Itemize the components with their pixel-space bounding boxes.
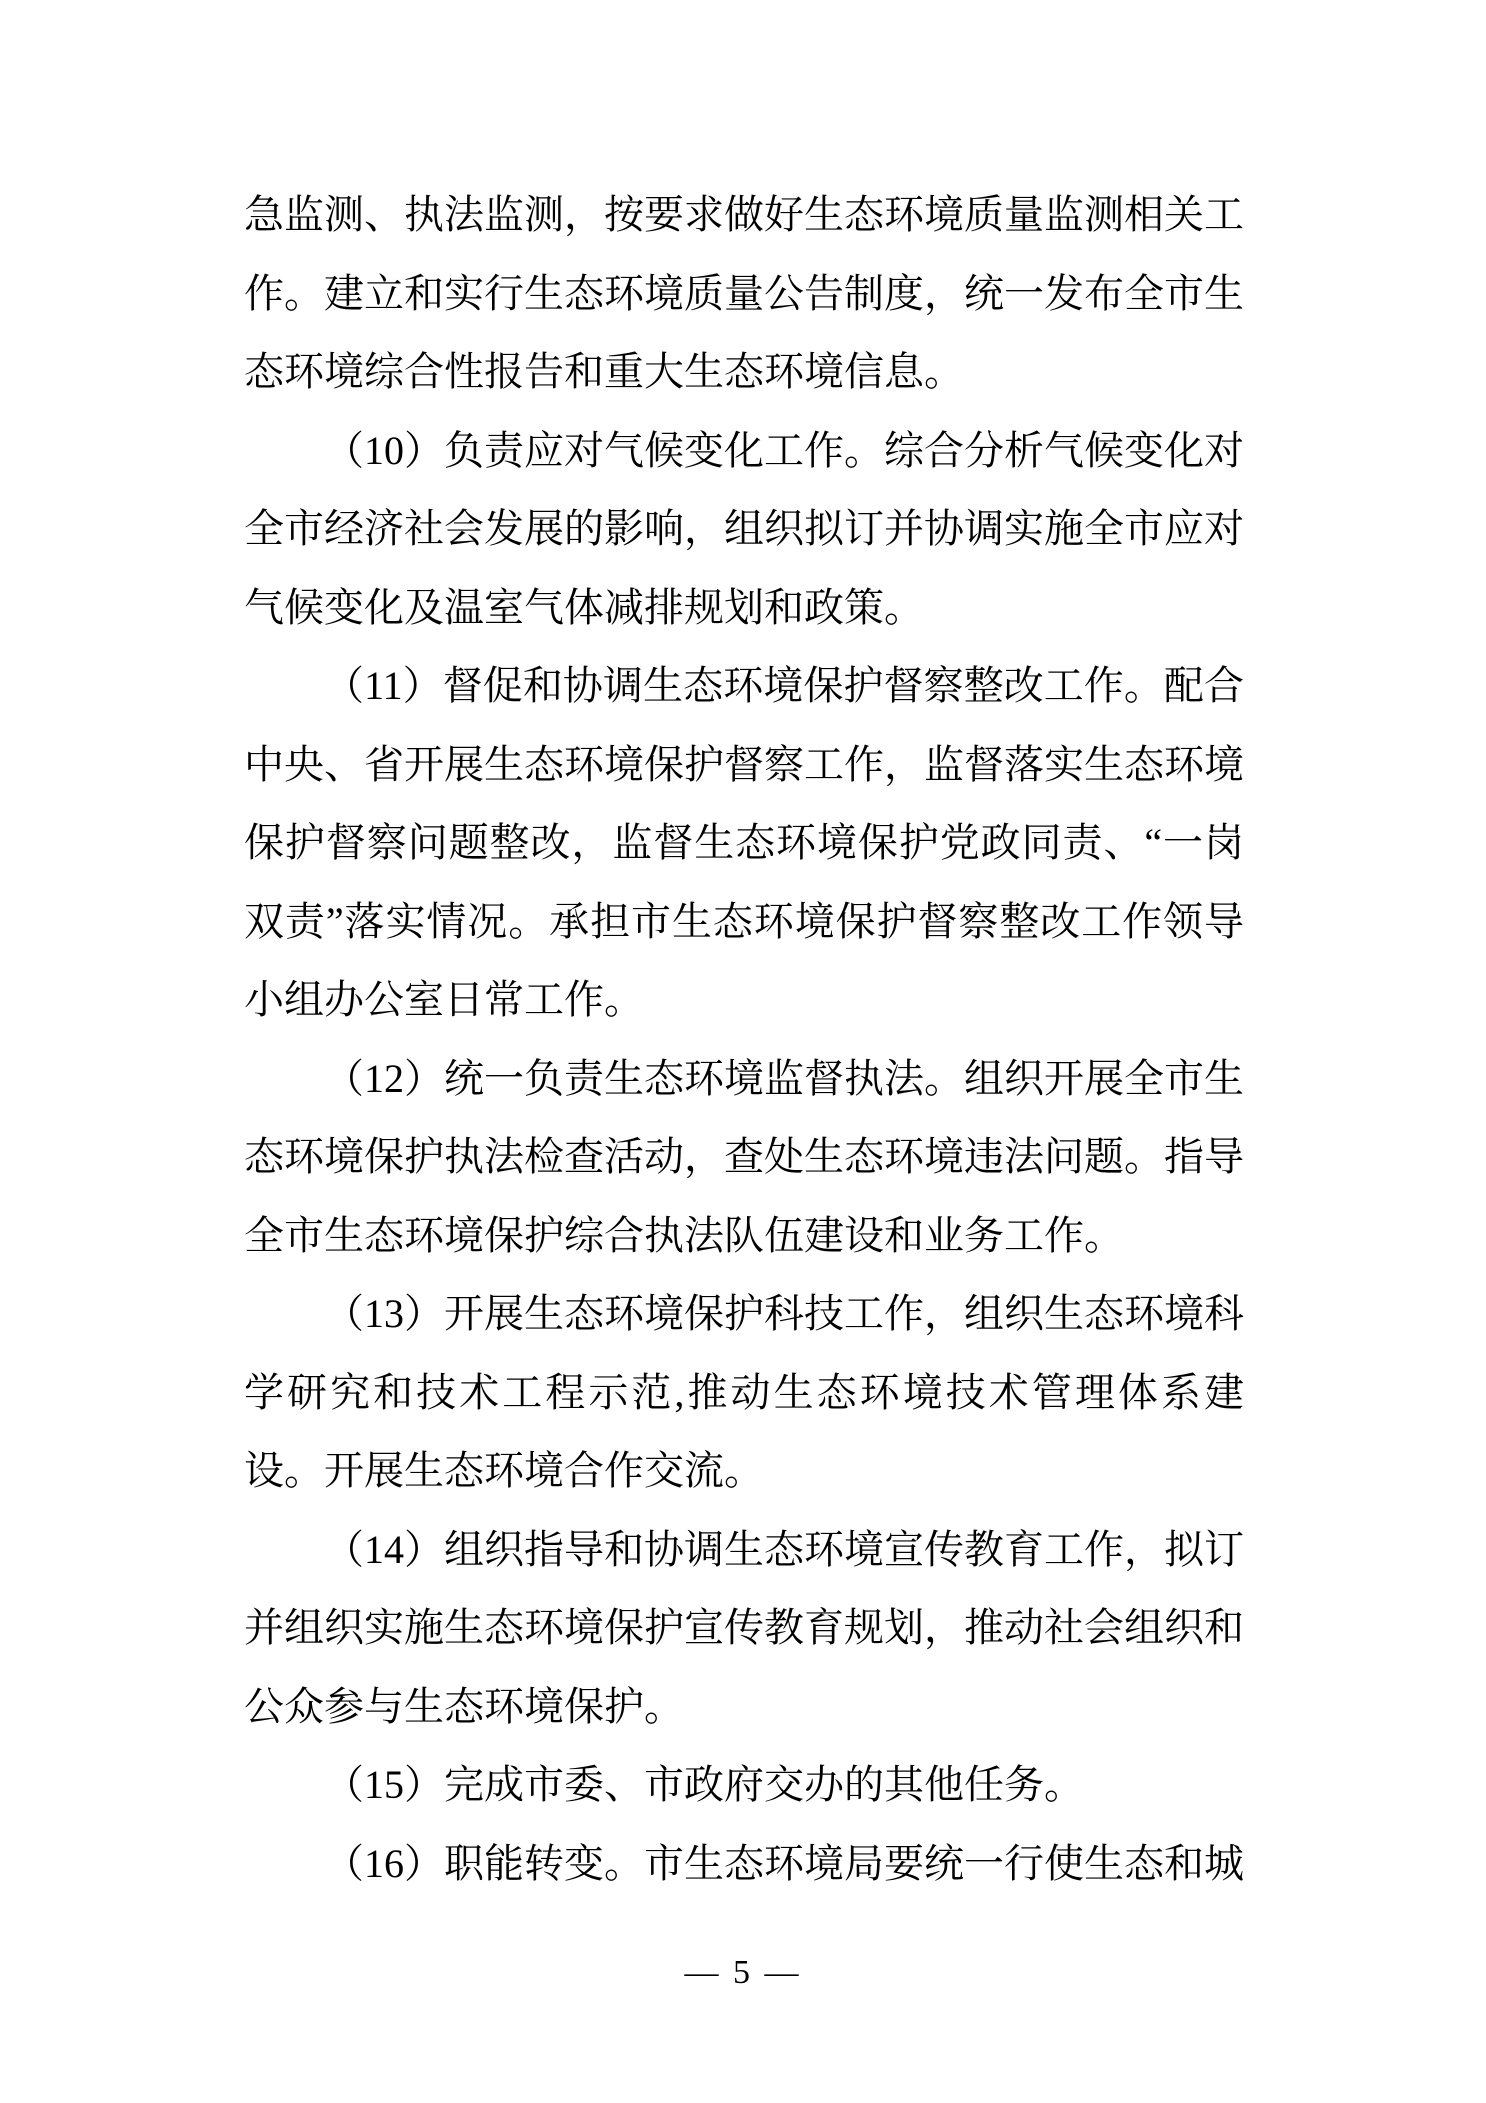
paragraph: （14）组织指导和协调生态环境宣传教育工作，拟订并组织实施生态环境保护宣传教育规划，推动社会组织和公众参与生态环境保护。: [244, 1526, 1244, 1729]
paragraph: （10）负责应对气候变化工作。综合分析气候变化对全市经济社会发展的影响，组织拟订并协调实施全市应对气候变化及温室气体减排规划和政策。: [244, 427, 1244, 630]
paragraph: 急监测、执法监测，按要求做好生态环境质量监测相关工作。建立和实行生态环境质量公告制度，统一发布全市生态环境综合性报告和重大生态环境信息。: [244, 192, 1244, 394]
page-number: — 5 —: [684, 1954, 802, 1991]
paragraph: （11）督促和协调生态环境保护督察整改工作。配合中央、省开展生态环境保护督察工作，监督落实生态环境保护督察问题整改，监督生态环境保护党政同责、“一岗双责”落实情况。承担市生态环境保护督察整改工作领导小组办公室日常工作。: [244, 663, 1244, 1022]
paragraph: （12）统一负责生态环境监督执法。组织开展全市生态环境保护执法检查活动，查处生态环境违法问题。指导全市生态环境保护综合执法队伍建设和业务工作。: [244, 1055, 1244, 1258]
paragraph: （15）完成市委、市政府交办的其他任务。: [324, 1762, 1084, 1807]
paragraph: （13）开展生态环境保护科技工作，组织生态环境科学研究和技术工程示范,推动生态环境技术管理体系建设。开展生态环境合作交流。: [244, 1291, 1244, 1493]
document-body: [244, 176, 1244, 1903]
paragraph: （16）职能转变。市生态环境局要统一行使生态和城: [324, 1840, 1244, 1886]
